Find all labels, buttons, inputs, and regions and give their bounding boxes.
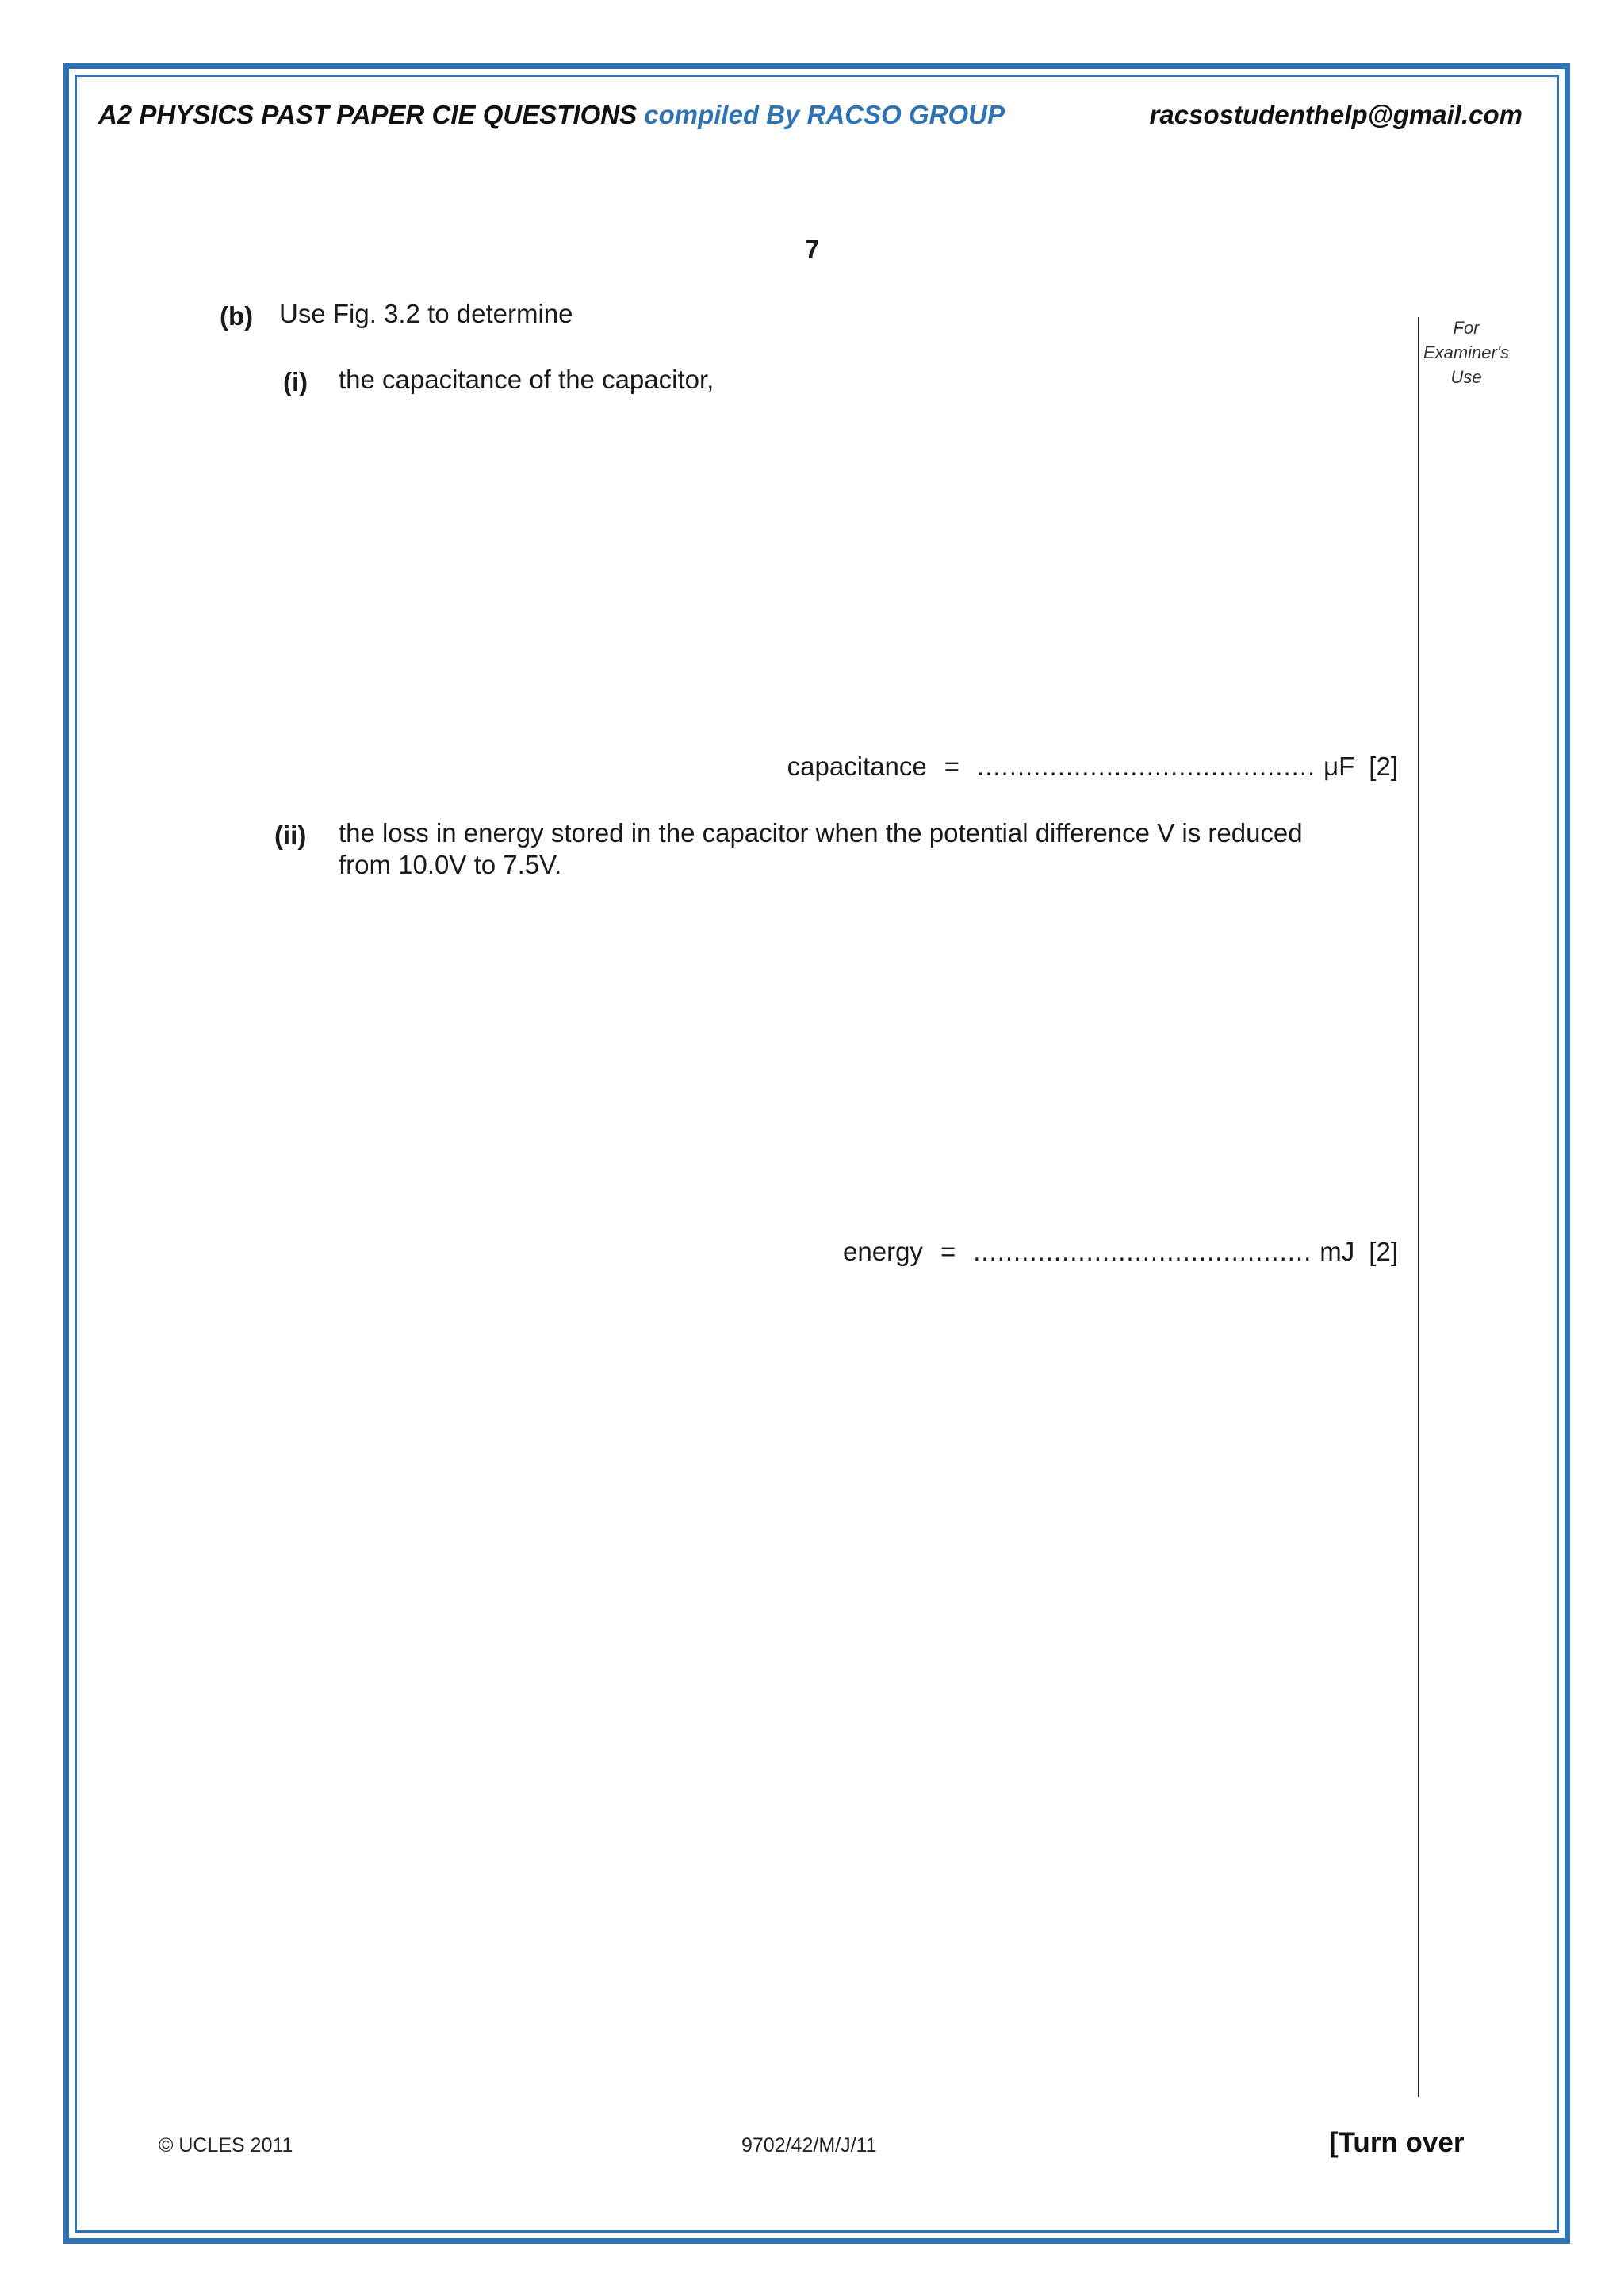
- capacitance-equals: =: [944, 752, 960, 781]
- header-title: [98, 100, 1005, 130]
- header-title-compiled: compiled By RACSO GROUP: [644, 100, 1005, 129]
- energy-unit: mJ: [1320, 1237, 1355, 1266]
- capacitance-unit: μF: [1323, 752, 1355, 781]
- part-i-text: the capacitance of the capacitor,: [339, 365, 714, 394]
- examiner-use-label: [1419, 316, 1513, 389]
- examiner-label-line1: For: [1453, 318, 1480, 338]
- header-title-main: A2 PHYSICS PAST PAPER CIE QUESTIONS: [98, 100, 638, 129]
- footer-turn-over: [Turn over: [1329, 2127, 1465, 2158]
- energy-marks: [2]: [1369, 1237, 1398, 1266]
- energy-equals: =: [940, 1237, 956, 1266]
- capacitance-answer-field[interactable]: ..........................................: [977, 752, 1316, 781]
- question-b-text: Use Fig. 3.2 to determine: [279, 299, 573, 328]
- energy-answer-field[interactable]: ..........................................: [973, 1237, 1312, 1266]
- part-ii-label: (ii): [274, 821, 307, 850]
- examiner-label-line3: Use: [1450, 367, 1482, 387]
- part-ii-text-line2: from 10.0V to 7.5V.: [339, 850, 562, 879]
- capacitance-answer-line: [787, 752, 1398, 782]
- part-i-label: (i): [283, 367, 308, 396]
- question-b-label: (b): [220, 301, 254, 331]
- part-ii-text-line1: the loss in energy stored in the capacitor when the potential difference V is reduced: [339, 818, 1303, 848]
- footer-paper-code: 9702/42/M/J/11: [741, 2134, 877, 2156]
- page-border-inner: [75, 75, 1559, 2233]
- header-email: racsostudenthelp@gmail.com: [1149, 100, 1522, 129]
- capacitance-marks: [2]: [1369, 752, 1398, 781]
- energy-label: energy: [843, 1237, 923, 1266]
- page-number: 7: [805, 235, 820, 264]
- footer-copyright: © UCLES 2011: [159, 2134, 293, 2156]
- examiner-column-divider: [1418, 317, 1419, 2097]
- capacitance-label: capacitance: [787, 752, 927, 781]
- energy-answer-line: [843, 1237, 1398, 1267]
- examiner-label-line2: Examiner's: [1423, 342, 1510, 362]
